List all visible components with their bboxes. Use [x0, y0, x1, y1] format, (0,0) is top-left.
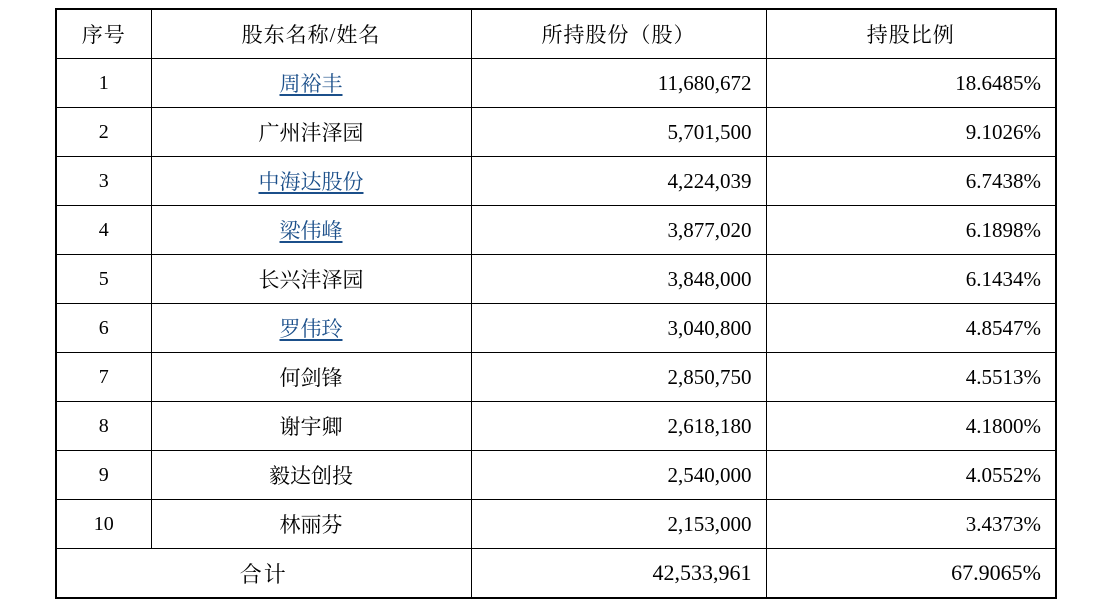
- cell-name: 谢宇卿: [151, 402, 471, 451]
- column-header-ratio: 持股比例: [766, 9, 1056, 59]
- cell-ratio: 4.0552%: [766, 451, 1056, 500]
- cell-name: 广州沣泽园: [151, 108, 471, 157]
- cell-ratio: 6.1898%: [766, 206, 1056, 255]
- table-header: [56, 9, 1056, 59]
- cell-shares: 2,850,750: [471, 353, 766, 402]
- cell-shares: 4,224,039: [471, 157, 766, 206]
- cell-ratio: 3.4373%: [766, 500, 1056, 549]
- cell-index: 3: [56, 157, 151, 206]
- cell-index: 1: [56, 59, 151, 108]
- column-header-name: 股东名称/姓名: [151, 9, 471, 59]
- table-row: [56, 157, 1056, 206]
- table-row: [56, 353, 1056, 402]
- cell-index: 7: [56, 353, 151, 402]
- total-label: 合计: [56, 549, 471, 599]
- cell-index: 10: [56, 500, 151, 549]
- cell-shares: 5,701,500: [471, 108, 766, 157]
- cell-shares: 2,540,000: [471, 451, 766, 500]
- cell-name: [151, 59, 471, 108]
- table-row: [56, 500, 1056, 549]
- column-header-index: 序号: [56, 9, 151, 59]
- cell-ratio: 9.1026%: [766, 108, 1056, 157]
- cell-ratio: 4.5513%: [766, 353, 1056, 402]
- cell-ratio: 6.7438%: [766, 157, 1056, 206]
- cell-shares: 3,877,020: [471, 206, 766, 255]
- cell-index: 5: [56, 255, 151, 304]
- cell-ratio: 18.6485%: [766, 59, 1056, 108]
- cell-name: 长兴沣泽园: [151, 255, 471, 304]
- cell-shares: 11,680,672: [471, 59, 766, 108]
- cell-index: 4: [56, 206, 151, 255]
- table-total-row: [56, 549, 1056, 599]
- table-row: [56, 59, 1056, 108]
- cell-index: 6: [56, 304, 151, 353]
- table-row: [56, 451, 1056, 500]
- shareholder-table-container: [55, 8, 1055, 599]
- table-row: [56, 304, 1056, 353]
- shareholder-link[interactable]: 中海达股份: [258, 170, 364, 194]
- table-row: [56, 108, 1056, 157]
- shareholder-link[interactable]: 梁伟峰: [279, 219, 343, 243]
- table-row: [56, 206, 1056, 255]
- cell-name: 林丽芬: [151, 500, 471, 549]
- total-shares: 42,533,961: [471, 549, 766, 599]
- cell-shares: 2,153,000: [471, 500, 766, 549]
- total-ratio: 67.9065%: [766, 549, 1056, 599]
- table-body: [56, 59, 1056, 549]
- cell-name: 毅达创投: [151, 451, 471, 500]
- cell-index: 2: [56, 108, 151, 157]
- cell-name: [151, 304, 471, 353]
- cell-name: [151, 157, 471, 206]
- cell-shares: 3,848,000: [471, 255, 766, 304]
- cell-ratio: 6.1434%: [766, 255, 1056, 304]
- column-header-shares: 所持股份（股）: [471, 9, 766, 59]
- cell-index: 9: [56, 451, 151, 500]
- cell-shares: 3,040,800: [471, 304, 766, 353]
- cell-name: 何剑锋: [151, 353, 471, 402]
- shareholder-link[interactable]: 罗伟玲: [279, 317, 343, 341]
- cell-ratio: 4.1800%: [766, 402, 1056, 451]
- cell-index: 8: [56, 402, 151, 451]
- shareholder-link[interactable]: 周裕丰: [279, 72, 343, 96]
- table-row: [56, 402, 1056, 451]
- table-footer: [56, 549, 1056, 599]
- table-header-row: [56, 9, 1056, 59]
- table-row: [56, 255, 1056, 304]
- shareholder-table: [55, 8, 1057, 599]
- cell-name: [151, 206, 471, 255]
- cell-ratio: 4.8547%: [766, 304, 1056, 353]
- cell-shares: 2,618,180: [471, 402, 766, 451]
